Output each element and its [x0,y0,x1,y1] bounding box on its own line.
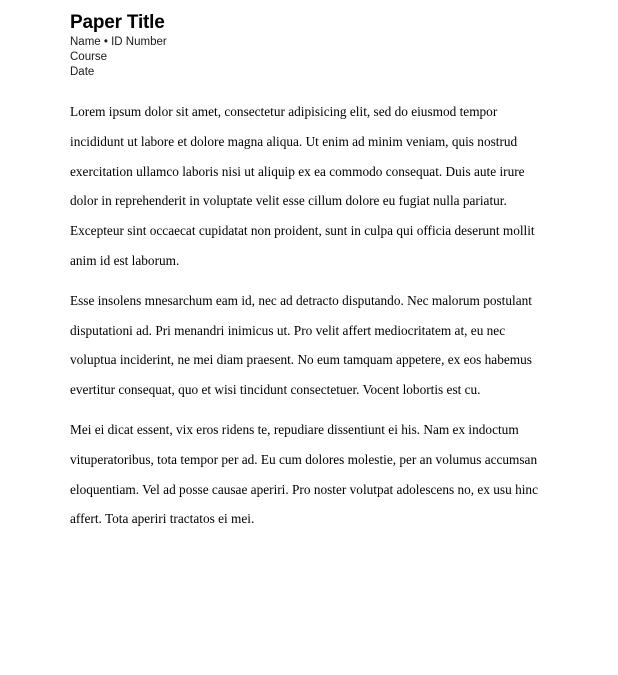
document-body [70,97,548,534]
body-paragraph: Esse insolens mnesarchum eam id, nec ad detracto disputando. Nec malorum postulant disputationi ad. Pri menandri inimicus ut. Pro velit affert mediocritatem at, eu nec voluptua inciderint, ne mei diam praesent. No eum tamquam appetere, ex eos habemus evertitur consequat, quo et wisi tincidunt consectetuer. Vocent lobortis est cu. [70,292,532,398]
course-line: Course [70,51,108,63]
author-id-line: Name • ID Number [70,36,167,48]
page-title: Paper Title [70,12,165,33]
body-paragraph: Mei ei dicat essent, vix eros ridens te, repudiare dissentiunt ei his. Nam ex indoctum vituperatoribus, tota tempor per ad. Eu cum dolores molestie, per an volumus accumsan eloquentiam. Vel ad posse causae aperiri. Pro noster volutpat adolescens no, ex usu hinc affert. Tota aperiri tractatos ei mei. [70,421,538,527]
body-paragraph: Lorem ipsum dolor sit amet, consectetur adipisicing elit, sed do eiusmod tempor incididunt ut labore et dolore magna aliqua. Ut enim ad minim veniam, quis nostrud exercitation ullamco laboris nisi ut aliquip ex ea commodo consequat. Duis aute irure dolor in reprehenderit in voluptate velit esse cillum dolore eu fugiat nulla pariatur. Excepteur sint occaecat cupidatat non proident, sunt in culpa qui officia deserunt mollit anim id est laborum. [70,104,535,268]
document-content-column [70,0,548,534]
document-header [70,0,548,80]
date-line: Date [70,66,95,78]
